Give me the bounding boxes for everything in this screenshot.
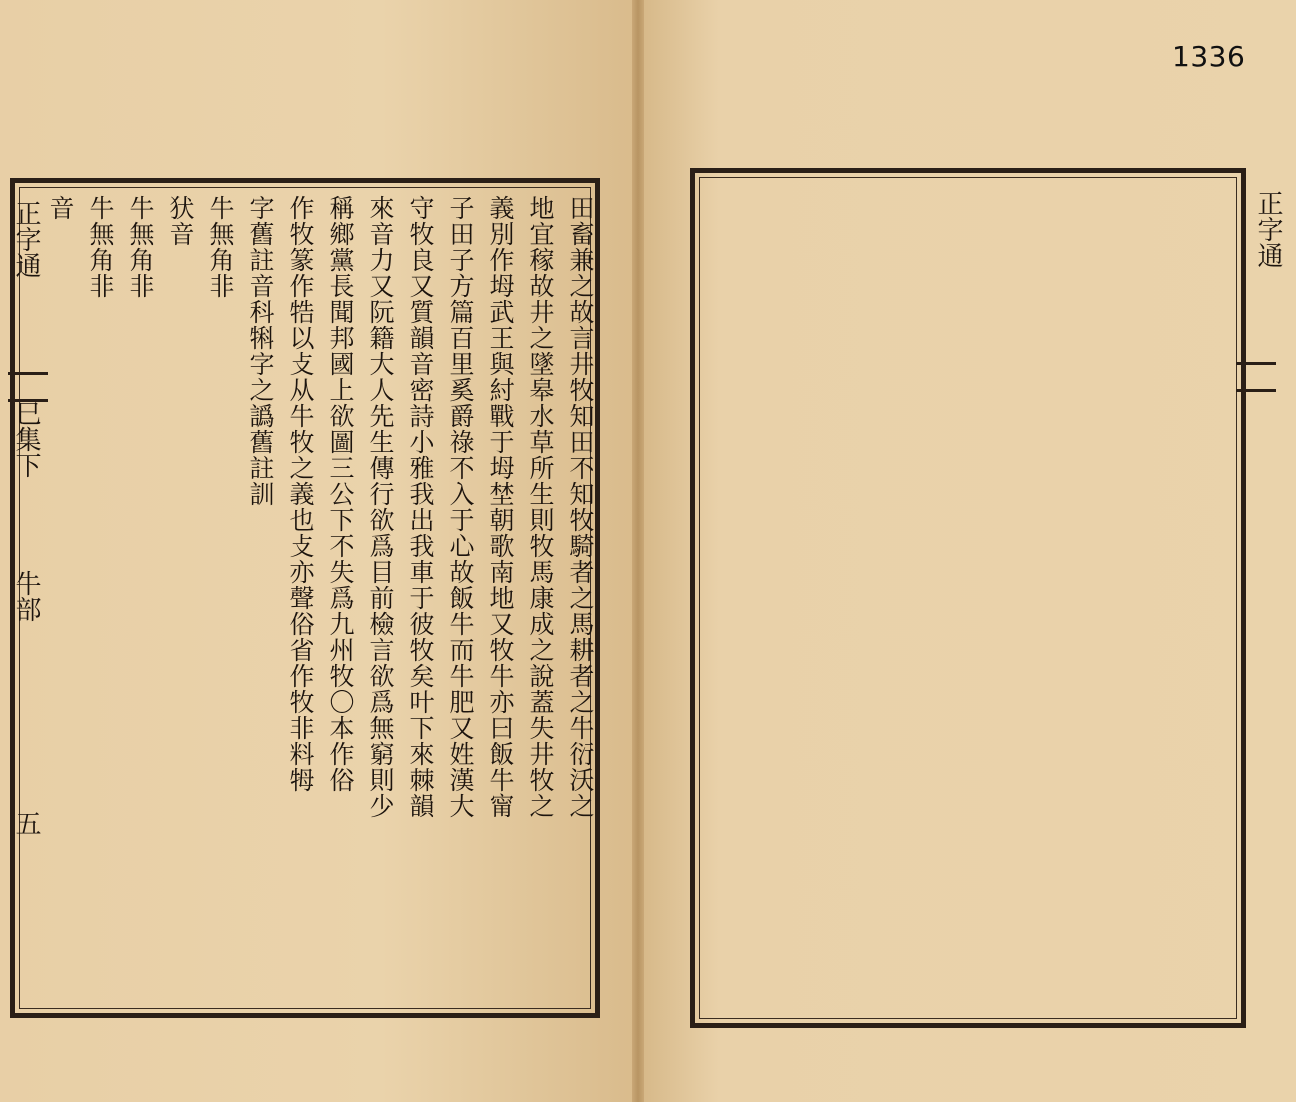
right-fish-tail bbox=[1236, 362, 1276, 392]
left-text-column: 來音力又阮籍大人先生傳行欲爲目前檢言欲爲無窮則少 bbox=[366, 195, 395, 819]
left-text-column: 牛無角非 bbox=[126, 195, 155, 299]
left-margin-volume: 巳集下 bbox=[11, 400, 41, 478]
page-number: 1336 bbox=[1172, 40, 1246, 73]
left-text-column: 作牧篆作牿以攴从牛牧之義也攴亦聲俗省作牧非料牳 bbox=[286, 195, 315, 793]
left-text-column: 牛無角非 bbox=[206, 195, 235, 299]
left-text-column: 稱鄉黨長聞邦國上欲圖三公下不失爲九州牧〇本作俗 bbox=[326, 195, 355, 793]
left-text-column: 音 bbox=[46, 195, 75, 221]
left-text-column: 牛無角非 bbox=[86, 195, 115, 299]
left-text-column: 田畜兼之故言井牧知田不知牧騎者之馬耕者之牛衍沃之 bbox=[566, 195, 595, 819]
left-text-column: 子田子方篇百里奚爵祿不入于心故飯牛而牛肥又姓漢大 bbox=[446, 195, 475, 819]
left-margin-leaf: 五 bbox=[11, 810, 41, 836]
left-text-column: 地宜稼故井之墜皋水草所生則牧馬康成之說蓋失井牧之 bbox=[526, 195, 555, 819]
left-margin-title: 正字通 bbox=[11, 200, 41, 278]
left-text-column: 犾音 bbox=[166, 195, 195, 247]
left-margin-radical: 牛部 bbox=[11, 570, 41, 622]
left-text-column: 守牧良又質韻音密詩小雅我出我車于彼牧矣叶下來棘韻 bbox=[406, 195, 435, 819]
book-gutter bbox=[632, 0, 644, 1102]
right-text-frame bbox=[690, 168, 1246, 1028]
right-margin-title: 正字通 bbox=[1253, 190, 1283, 268]
left-text-column: 義別作坶武王與紂戰于坶埜朝歌南地又牧牛亦曰飯牛甯 bbox=[486, 195, 515, 819]
left-text-column: 字舊註音科犐字之譌舊註訓 bbox=[246, 195, 275, 507]
